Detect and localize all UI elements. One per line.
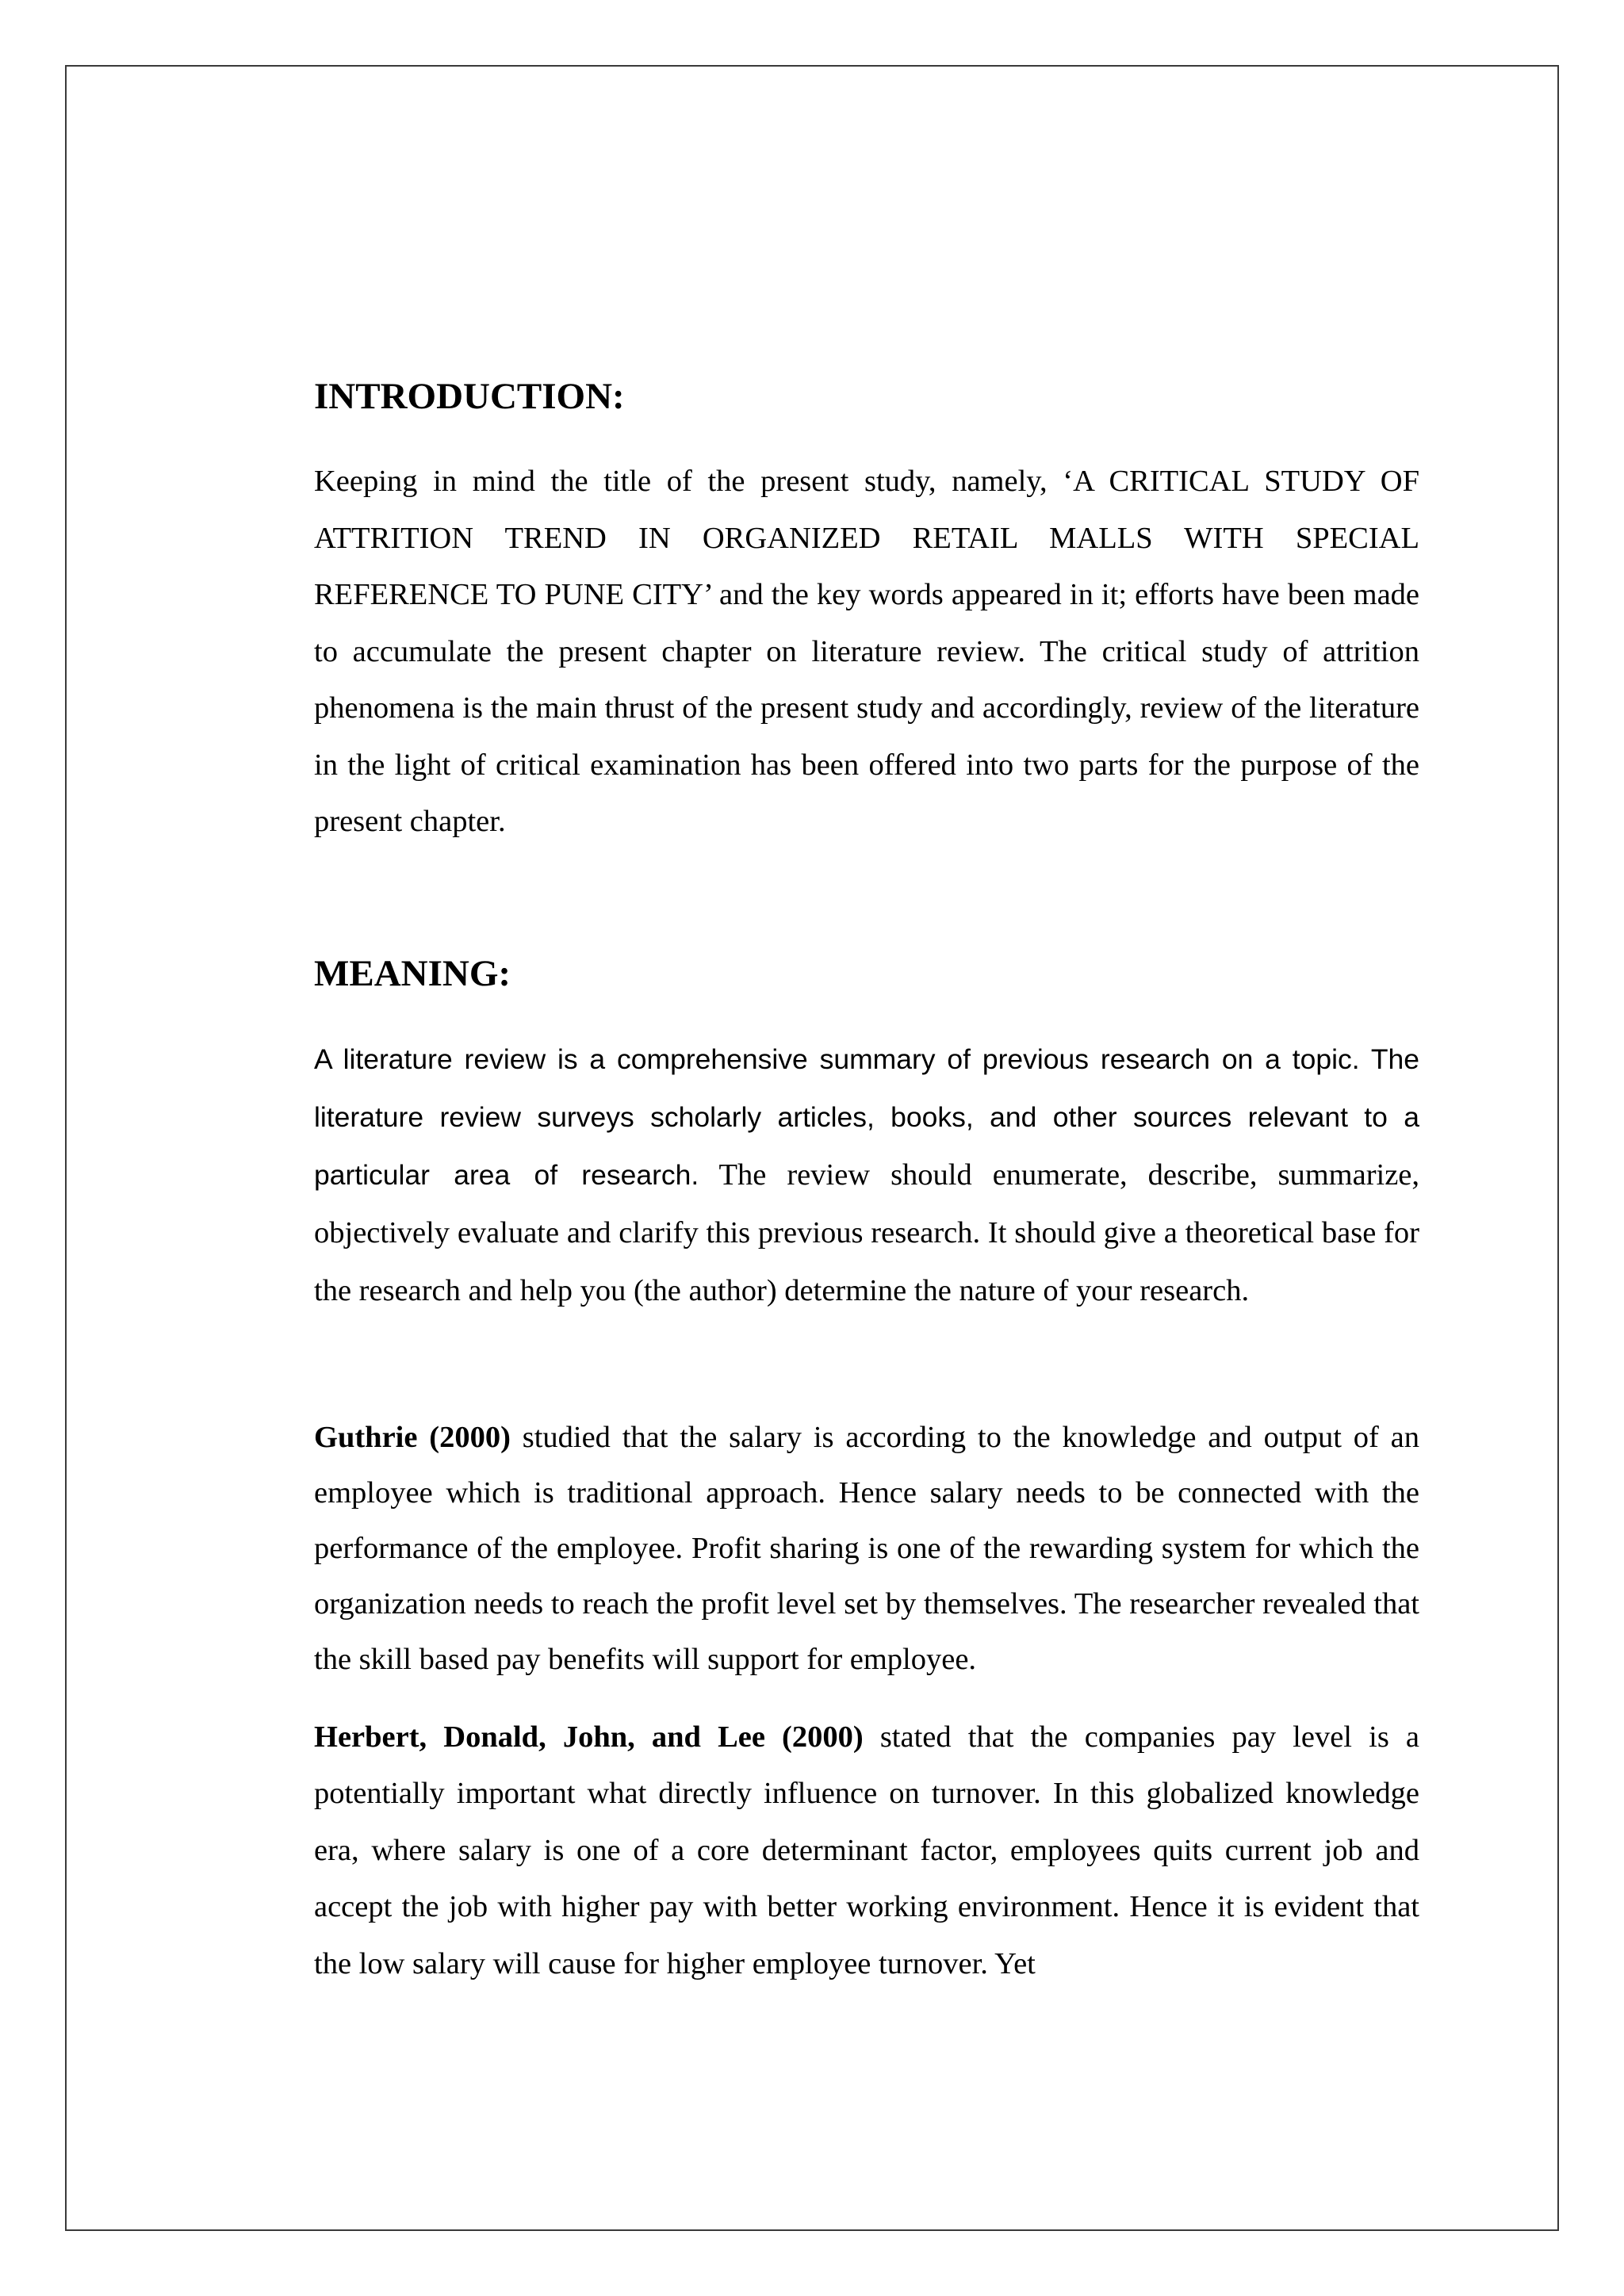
review-text: studied that the salary is according to the knowledge and output of an employee which is traditional approach. Hence salary needs to be connected with the performance of the employee. Profit sharing is one of the rewarding system for which the organization needs to reach the profit level set by themselves. The researcher revealed that the skill based pay benefits will support for employee. [314,1420,1420,1676]
meaning-paragraph [314,1031,1419,1320]
introduction-heading: INTRODUCTION: [314,376,625,417]
document-body [314,371,1419,1992]
review-citation: Herbert, Donald, John, and Lee (2000) [314,1720,864,1754]
introduction-paragraph: Keeping in mind the title of the present study, namely, ‘A CRITICAL STUDY OF ATTRITION TREND IN ORGANIZED RETAIL MALLS WITH SPECIAL REFERENCE TO PUNE CITY’ and the key words appeared in it; efforts have been made to accumulate the present chapter on literature review. The critical study of attrition phenomena is the main thrust of the present study and accordingly, review of the literature in the light of critical examination has been offered into two parts for the purpose of the present chapter. [314,465,1419,838]
review-citation: Guthrie (2000) [314,1420,511,1454]
meaning-heading: MEANING: [314,952,511,994]
review-paragraph-herbert [314,1709,1419,1993]
meaning-description-text: The review should enumerate, describe, summarize, objectively evaluate and clarify this previous research. It should give a theoretical base for the research and help you (the author) determine the nature of your research. [314,1158,1420,1307]
meaning-definition-text: A literature review is a comprehensive summary of previous research on a topic. The literature review surveys scholarly articles, books, and other sources relevant to a particular area of research. [314,1043,1419,1191]
review-text: stated that the companies pay level is a potentially important what directly influence on turnover. In this globalized knowledge era, where salary is one of a core determinant factor, employees quits current job and accept the job with higher pay with better working environment. Hence it is evident that the low salary will cause for higher employee turnover. Yet [314,1720,1419,1980]
review-paragraph-guthrie [314,1410,1419,1687]
